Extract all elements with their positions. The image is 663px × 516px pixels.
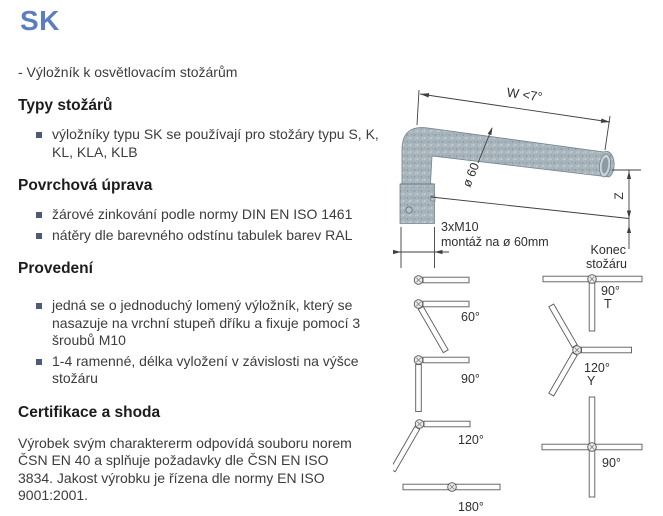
config-cross90-label: 90°: [602, 456, 621, 470]
config-60deg-label: 60°: [461, 310, 480, 324]
config-180deg-label: 180°: [458, 500, 484, 514]
section-heading-provedeni: Provedení: [18, 260, 93, 277]
section-heading-certifikace: Certifikace a shoda: [18, 403, 161, 421]
config-diagrams: [393, 275, 642, 514]
config-90deg-label: 90°: [461, 372, 480, 386]
config-90deg: [414, 356, 480, 412]
list-item-text: žárové zinkování podle normy DIN EN ISO 1461: [52, 206, 353, 222]
certification-paragraph: Výrobek svým charaktererm odpovídá souboru norem ČSN EN 40 a splňuje požadavky dle ČSN EN ISO 3834. Jakost výrobku je řízena dle normy EN ISO 9001:2001.: [18, 434, 352, 503]
list-item: [18, 206, 394, 224]
config-y120-label: 120°: [584, 361, 610, 375]
bullet-square-icon: [36, 303, 42, 309]
list-item: [18, 353, 394, 388]
section-heading-typy-stozaru: Typy stožárů: [18, 97, 113, 114]
bullet-square-icon: [36, 132, 42, 138]
config-120deg-label: 120°: [458, 433, 484, 447]
config-y120-sublabel: Y: [587, 374, 596, 388]
config-120deg: [393, 420, 484, 472]
list-item-text: jedná se o jednoduchý lomený výložník, který se nasazuje na vrchní stupeň dříku a fixuje pomocí 3 šroubů M10: [52, 297, 361, 348]
bullet-square-icon: [36, 212, 42, 218]
mount-label-line2: montáž na ø 60mm: [441, 235, 549, 249]
content-column: [18, 0, 400, 505]
section-heading-povrchova-uprava: Povrchová úprava: [18, 177, 153, 194]
config-cross90: [542, 397, 642, 497]
mount-label-line1: 3xM10: [441, 220, 479, 234]
product-subtitle: - Výložník k osvětlovacím stožárům: [18, 64, 238, 80]
config-t90-sublabel: T: [604, 297, 612, 311]
config-single-arm: [414, 276, 469, 285]
list-item-text: nátěry dle barevného odstínu tabulek barev RAL: [52, 226, 353, 243]
bracket-illustration: [400, 127, 614, 223]
config-180deg: [403, 483, 500, 514]
pole-end-label-line2: stožáru: [586, 257, 627, 271]
technical-drawing: [393, 73, 663, 516]
dim-z-label: Z: [612, 192, 626, 200]
dim-w-label: W <7°: [505, 84, 544, 105]
list-item-text: 1-4 ramenné, délka vyložení v závislosti na výšce stožáru: [52, 352, 359, 386]
list-item: [18, 297, 394, 350]
typy-stozaru-list: [18, 126, 400, 161]
list-item: [18, 126, 394, 161]
bullet-square-icon: [36, 233, 42, 239]
provedeni-list: [18, 297, 400, 388]
page-title: SK: [20, 5, 60, 36]
bullet-square-icon: [36, 359, 42, 365]
config-60deg: [414, 300, 480, 353]
bolt-icon: [406, 207, 412, 213]
list-item-text: výložníky typu SK se používají pro stožáry typu S, K, KL, KLA, KLB: [52, 126, 379, 160]
pole-end-label-line1: Konec: [590, 243, 626, 257]
dim-diameter-label: ø 60: [459, 160, 483, 190]
config-t90-label: 90°: [601, 284, 620, 298]
list-item: [18, 227, 394, 245]
povrchova-uprava-list: [18, 206, 400, 244]
